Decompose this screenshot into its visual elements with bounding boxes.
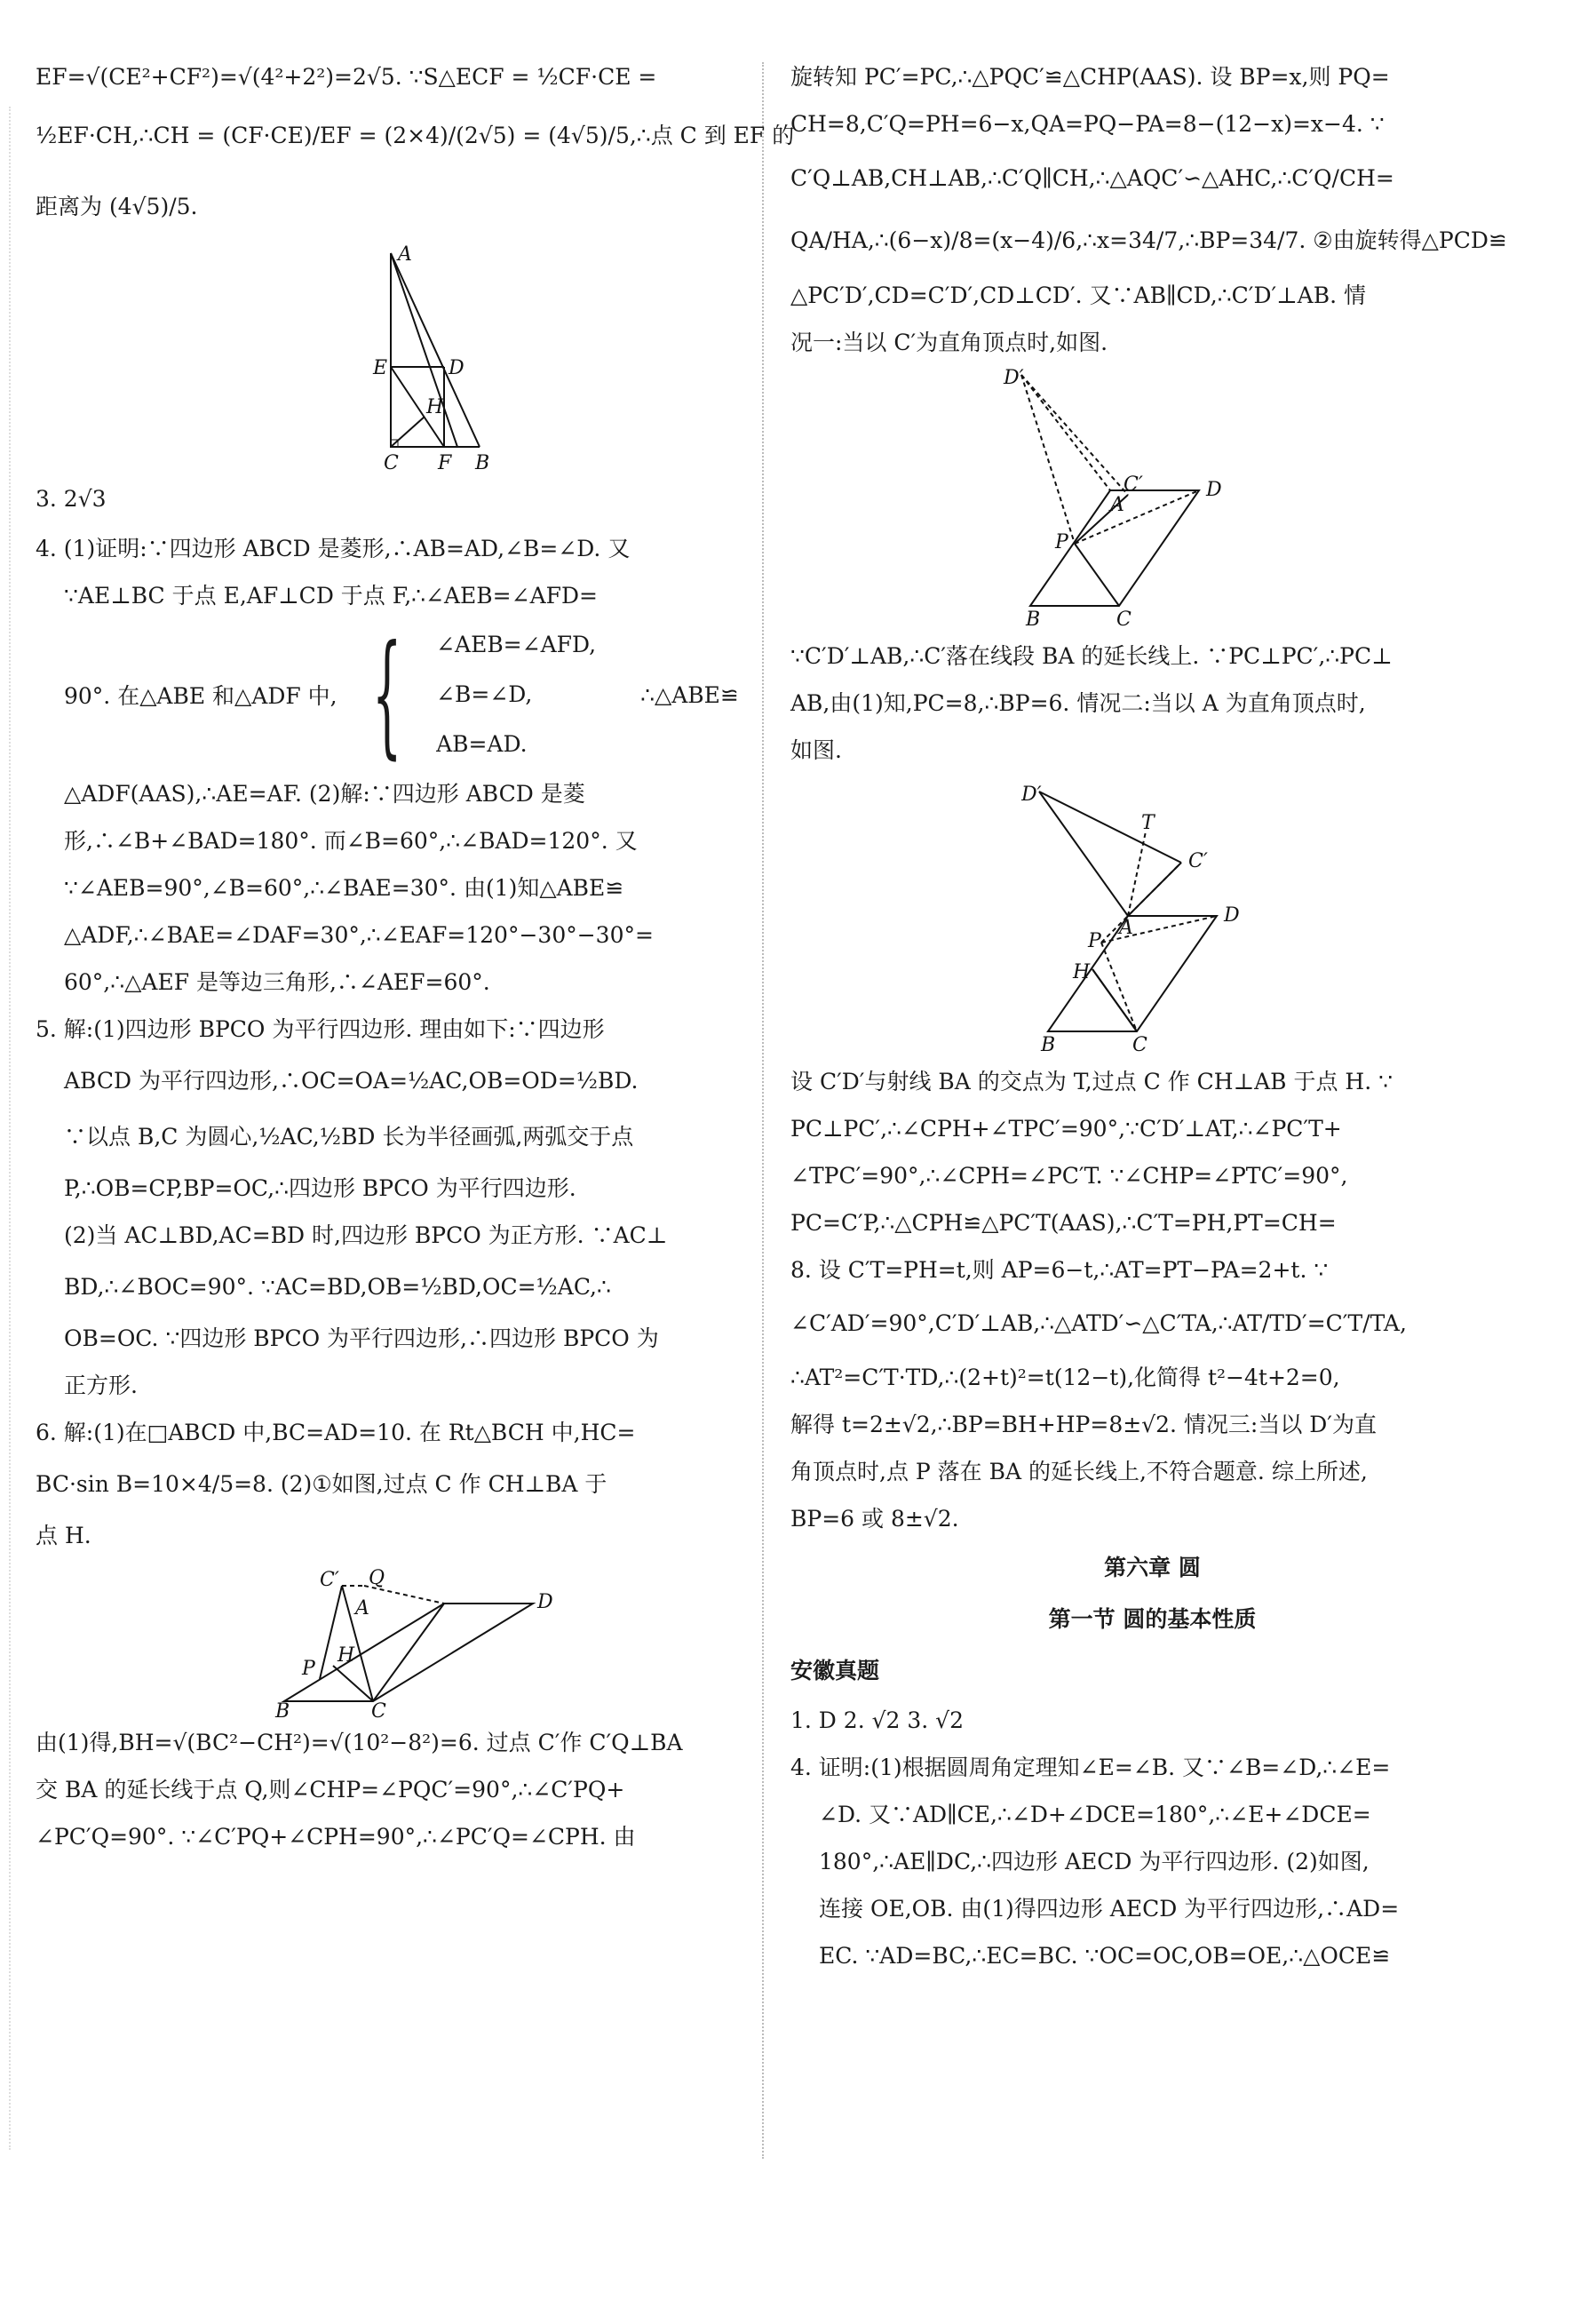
text-line: P,∴OB=CP,BP=OC,∴四边形 BPCO 为平行四边形. — [64, 1175, 576, 1201]
text-line: 解得 t=2±√2,∴BP=BH+HP=8±√2. 情况三:当以 D′为直 — [790, 1412, 1377, 1437]
label-B: B — [475, 452, 490, 474]
label-B: B — [1041, 1034, 1056, 1056]
text-line: 由(1)得,BH=√(BC²−CH²)=√(10²−8²)=6. 过点 C′作 C′Q⊥BA — [36, 1730, 683, 1755]
text-line: 角顶点时,点 P 落在 BA 的延长线上,不符合题意. 综上所述, — [790, 1459, 1368, 1484]
text-line: 如图. — [790, 737, 842, 763]
text-line: BD,∴∠BOC=90°. ∵AC=BD,OB=½BD,OC=½AC,∴ — [64, 1274, 611, 1300]
label-P: P — [302, 1658, 315, 1680]
column-divider — [762, 62, 764, 2159]
system-tail: ∴△ABE≌ — [640, 681, 739, 708]
text-line: 形,∴∠B+∠BAD=180°. 而∠B=60°,∴∠BAD=120°. 又 — [64, 828, 638, 854]
text-line: ∠PC′Q=90°. ∵∠C′PQ+∠CPH=90°,∴∠PC′Q=∠CPH. 由 — [36, 1824, 636, 1850]
text-line: ∵以点 B,C 为圆心,½AC,½BD 长为半径画弧,两弧交于点 — [64, 1124, 634, 1150]
text-line: EC. ∵AD=BC,∴EC=BC. ∵OC=OC,OB=OE,∴△OCE≌ — [819, 1943, 1391, 1969]
label-A: A — [398, 243, 412, 266]
right-column — [790, 53, 1514, 1979]
label-P: P — [1055, 531, 1068, 553]
label-D: D — [537, 1591, 553, 1613]
brace: { — [371, 617, 402, 772]
subheading: 安徽真题 — [790, 1658, 880, 1683]
label-C: C — [1116, 609, 1131, 631]
label-A: A — [1110, 494, 1124, 516]
label-C: C — [1132, 1034, 1147, 1056]
label-P: P — [1088, 930, 1101, 952]
answer-3: 3. 2√3 — [36, 486, 107, 512]
label-E: E — [373, 357, 388, 379]
text-line: QA/HA,∴(6−x)/8=(x−4)/6,∴x=34/7,∴BP=34/7. ②由旋转得△PCD≌ — [790, 227, 1507, 253]
label-A: A — [1119, 917, 1133, 939]
text-line: EF=√(CE²+CF²)=√(4²+2²)=2√5. ∵S△ECF = ½CF·CE = — [36, 64, 657, 90]
section-title: 第一节 圆的基本性质 — [1048, 1606, 1257, 1632]
label-D-prime: D′ — [1021, 784, 1042, 806]
text-line: 况一:当以 C′为直角顶点时,如图. — [790, 330, 1108, 355]
figure-case-two — [1021, 774, 1252, 1058]
text-line: 点 H. — [36, 1523, 91, 1548]
figure-parallelogram-1 — [266, 1559, 568, 1719]
label-B: B — [275, 1700, 290, 1719]
label-C-prime: C′ — [320, 1569, 339, 1591]
text-line: C′Q⊥AB,CH⊥AB,∴C′Q∥CH,∴△AQC′∽△AHC,∴C′Q/CH= — [790, 165, 1394, 191]
text-line: 4. (1)证明:∵四边形 ABCD 是菱形,∴AB=AD,∠B=∠D. 又 — [36, 536, 631, 561]
text-line: ∠TPC′=90°,∴∠CPH=∠PC′T. ∵∠CHP=∠PTC′=90°, — [790, 1163, 1348, 1189]
text-line: △ADF,∴∠BAE=∠DAF=30°,∴∠EAF=120°−30°−30°= — [64, 922, 654, 948]
label-D-prime: D′ — [1004, 367, 1024, 389]
text-line: ABCD 为平行四边形,∴OC=OA=½AC,OB=OD=½BD. — [64, 1068, 639, 1094]
text-line: 连接 OE,OB. 由(1)得四边形 AECD 为平行四边形,∴AD= — [819, 1896, 1400, 1922]
text-line: △ADF(AAS),∴AE=AF. (2)解:∵四边形 ABCD 是菱 — [64, 781, 585, 807]
label-C: C — [384, 452, 399, 474]
text-line: (2)当 AC⊥BD,AC=BD 时,四边形 BPCO 为正方形. ∵AC⊥ — [64, 1222, 668, 1248]
answers-line: 1. D 2. √2 3. √2 — [790, 1707, 965, 1733]
text-line: ∵∠AEB=90°,∠B=60°,∴∠BAE=30°. 由(1)知△ABE≌ — [64, 875, 624, 901]
text-line: PC⊥PC′,∴∠CPH+∠TPC′=90°,∵C′D′⊥AT,∴∠PC′T+ — [790, 1116, 1342, 1142]
label-C: C — [371, 1700, 386, 1719]
label-B: B — [1026, 609, 1041, 631]
system-row: AB=AD. — [436, 731, 528, 757]
label-D: D — [1224, 904, 1240, 927]
system-row: ∠AEB=∠AFD, — [436, 632, 597, 657]
text-line: 4. 证明:(1)根据圆周角定理知∠E=∠B. 又∵∠B=∠D,∴∠E= — [790, 1755, 1391, 1780]
text-line: 设 C′D′与射线 BA 的交点为 T,过点 C 作 CH⊥AB 于点 H. ∵ — [790, 1069, 1394, 1094]
text-line: ∴AT²=C′T·TD,∴(2+t)²=t(12−t),化简得 t²−4t+2=0, — [790, 1365, 1340, 1390]
text-line: △PC′D′,CD=C′D′,CD⊥CD′. 又∵AB∥CD,∴C′D′⊥AB. 情 — [790, 283, 1366, 308]
label-D: D — [1206, 479, 1222, 501]
label-C-prime: C′ — [1188, 850, 1208, 872]
left-column — [36, 53, 795, 1860]
text-line: BP=6 或 8±√2. — [790, 1506, 959, 1532]
label-H: H — [337, 1644, 355, 1667]
chapter-title: 第六章 圆 — [1104, 1555, 1201, 1580]
label-T: T — [1141, 812, 1155, 834]
page-edge-dots — [9, 107, 11, 2150]
text-line: AB,由(1)知,PC=8,∴BP=6. 情况二:当以 A 为直角顶点时, — [790, 690, 1366, 716]
text-line: 6. 解:(1)在□ABCD 中,BC=AD=10. 在 Rt△BCH 中,HC= — [36, 1420, 636, 1445]
label-F: F — [438, 452, 452, 474]
text-line: ∵AE⊥BC 于点 E,AF⊥CD 于点 F,∴∠AEB=∠AFD= — [64, 583, 598, 609]
text-line: 8. 设 C′T=PH=t,则 AP=6−t,∴AT=PT−PA=2+t. ∵ — [790, 1257, 1329, 1283]
figure-case-one — [995, 366, 1261, 633]
text-line: ½EF·CH,∴CH = (CF·CE)/EF = (2×4)/(2√5) = (4√5)/5,∴点 C 到 EF 的 — [36, 123, 795, 148]
figure-triangle-ab — [337, 243, 533, 474]
text-line: PC=C′P,∴△CPH≌△PC′T(AAS),∴C′T=PH,PT=CH= — [790, 1210, 1337, 1236]
label-H: H — [1073, 961, 1091, 983]
text-line: CH=8,C′Q=PH=6−x,QA=PQ−PA=8−(12−x)=x−4. ∵ — [790, 111, 1385, 137]
text-line: 交 BA 的延长线于点 Q,则∠CHP=∠PQC′=90°,∴∠C′PQ+ — [36, 1777, 625, 1803]
label-C-prime: C′ — [1124, 474, 1143, 496]
text-line: ∠D. 又∵AD∥CE,∴∠D+∠DCE=180°,∴∠E+∠DCE= — [819, 1802, 1371, 1827]
label-A: A — [355, 1597, 369, 1620]
text-line: BC·sin B=10×4/5=8. (2)①如图,过点 C 作 CH⊥BA 于 — [36, 1471, 607, 1497]
equation-system — [36, 619, 746, 770]
text-line: 180°,∴AE∥DC,∴四边形 AECD 为平行四边形. (2)如图, — [819, 1849, 1370, 1874]
text-line: 正方形. — [64, 1373, 138, 1398]
text-line: ∠C′AD′=90°,C′D′⊥AB,∴△ATD′∽△C′TA,∴AT/TD′=C′T/TA, — [790, 1310, 1407, 1336]
text-line: 旋转知 PC′=PC,∴△PQC′≌△CHP(AAS). 设 BP=x,则 PQ= — [790, 64, 1390, 90]
system-row: ∠B=∠D, — [436, 681, 533, 707]
text-line: 距离为 (4√5)/5. — [36, 194, 198, 219]
text-line: ∵C′D′⊥AB,∴C′落在线段 BA 的延长线上. ∵PC⊥PC′,∴PC⊥ — [790, 643, 1393, 669]
system-lead: 90°. 在△ABE 和△ADF 中, — [64, 683, 337, 709]
label-Q: Q — [369, 1567, 385, 1589]
text-line: 5. 解:(1)四边形 BPCO 为平行四边形. 理由如下:∵四边形 — [36, 1016, 605, 1042]
label-H: H — [426, 396, 444, 418]
label-D: D — [449, 357, 465, 379]
text-line: 60°,∴△AEF 是等边三角形,∴∠AEF=60°. — [64, 969, 490, 995]
text-line: OB=OC. ∵四边形 BPCO 为平行四边形,∴四边形 BPCO 为 — [64, 1325, 659, 1351]
